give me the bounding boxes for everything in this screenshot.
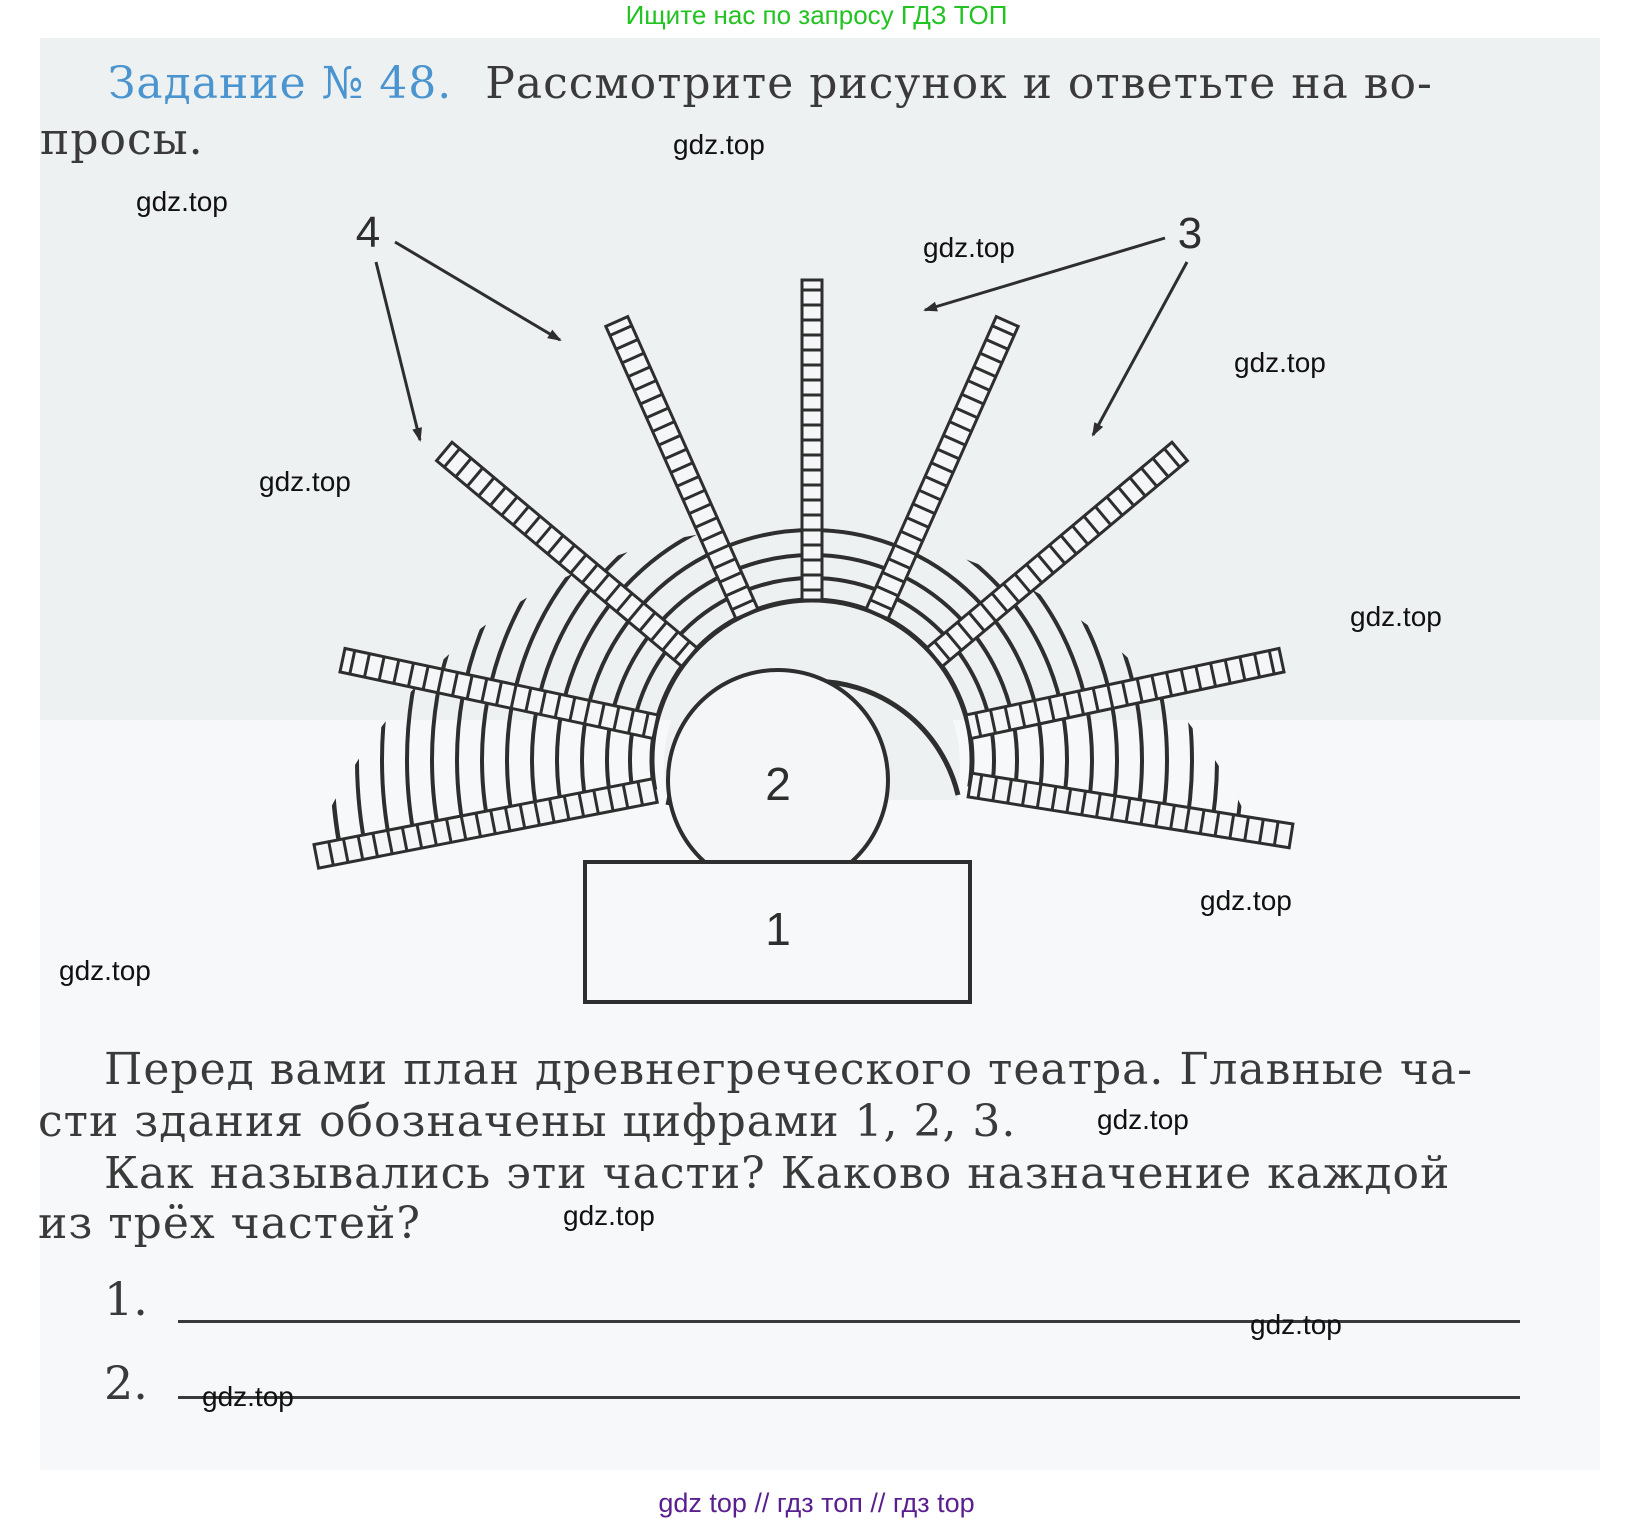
watermark: gdz.top	[1250, 1309, 1342, 1340]
watermark: gdz.top	[59, 955, 151, 986]
watermark: gdz.top	[1097, 1104, 1189, 1135]
label-4: 4	[355, 208, 381, 257]
watermark: gdz.top	[1350, 601, 1442, 632]
watermark: gdz.top	[202, 1381, 294, 1412]
label-3: 3	[1177, 209, 1203, 258]
footer-watermark: gdz top // гдз топ // гдз top	[658, 1488, 975, 1518]
task-instruction-line2: просы.	[40, 114, 204, 165]
watermark: gdz.top	[563, 1200, 655, 1231]
watermark: gdz.top	[1234, 347, 1326, 378]
task-number: Задание № 48.	[108, 58, 453, 109]
watermark: gdz.top	[136, 186, 228, 217]
label-2: 2	[765, 758, 791, 810]
arrow-3b	[1093, 262, 1187, 435]
watermark: gdz.top	[673, 129, 765, 160]
paragraph1-line1: Перед вами план древнегреческого театра. Главные ча-	[104, 1044, 1474, 1095]
paragraph1-line2: сти здания обозначены цифрами 1, 2, 3.	[38, 1096, 1017, 1147]
paragraph2-line1: Как назывались эти части? Каково назначение каждой	[104, 1148, 1451, 1199]
arrow-4b	[376, 262, 420, 440]
task-instruction-line1: Рассмотрите рисунок и ответьте на во-	[485, 58, 1433, 109]
watermark: gdz.top	[1200, 885, 1292, 916]
answer-2-line[interactable]	[178, 1396, 1520, 1399]
arrow-4a	[395, 242, 560, 340]
answer-1-number: 1.	[104, 1272, 148, 1326]
label-1: 1	[765, 903, 791, 955]
paragraph2-line2: из трёх частей?	[38, 1198, 421, 1249]
search-banner: Ищите нас по запросу ГДЗ ТОП	[625, 0, 1008, 30]
answer-2-number: 2.	[104, 1356, 148, 1410]
watermark: gdz.top	[259, 466, 351, 497]
watermark: gdz.top	[923, 232, 1015, 263]
